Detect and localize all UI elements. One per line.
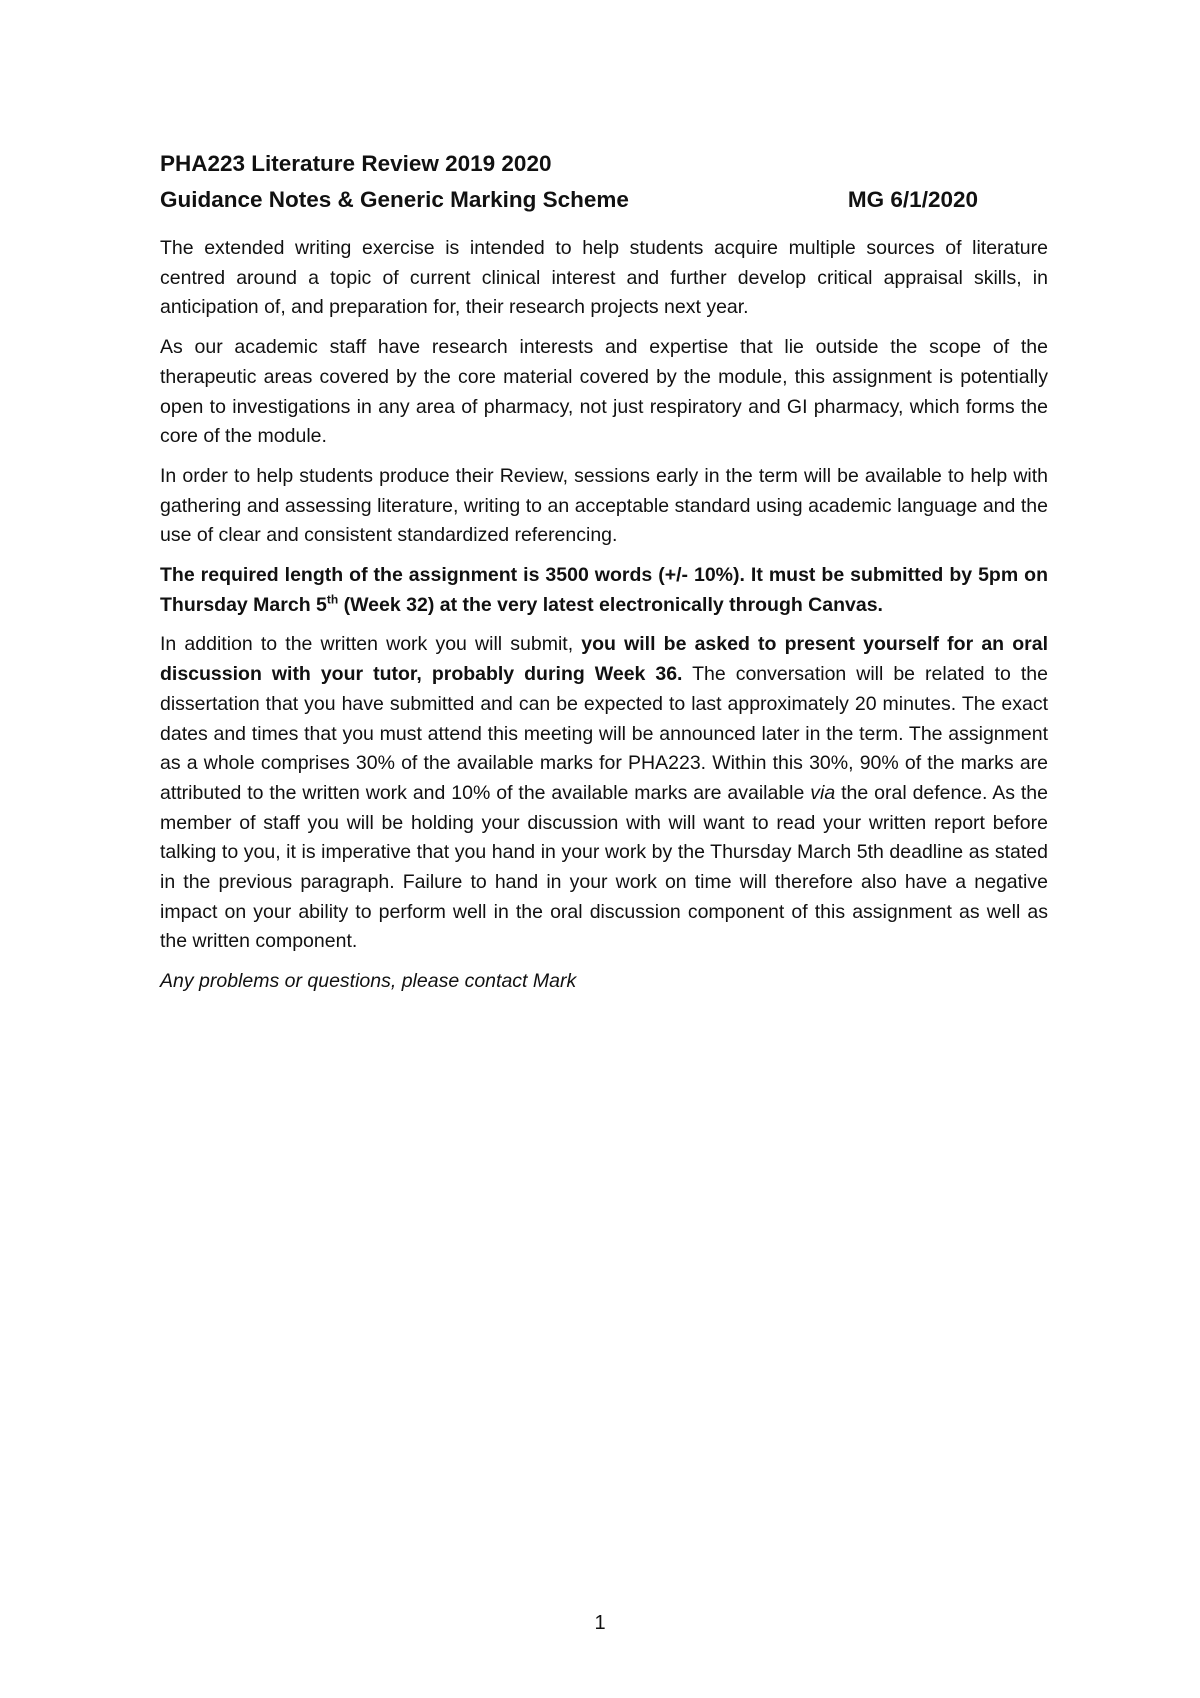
oral-text-bold: you will be asked to present yourself for an oral discussion with your tutor, probably during Week 36. <box>160 633 1048 686</box>
document-subtitle-row <box>160 182 1048 218</box>
requirements-text-a: The required length of the assignment is 3500 words (+/- 10%). It must be submitted by 5pm on Thursday March 5 <box>160 564 1048 616</box>
ordinal-suffix: th <box>326 592 339 607</box>
document-subtitle: Guidance Notes & Generic Marking Scheme <box>160 187 629 212</box>
document-body <box>160 146 1048 997</box>
paragraph-requirements <box>160 561 1048 620</box>
paragraph-scope: As our academic staff have research interests and expertise that lie outside the scope of the therapeutic areas covered by the core material covered by the module, this assignment is potentially open to investigations in any area of pharmacy, not just respiratory and GI pharmacy, which forms the core of the module. <box>160 336 1048 448</box>
oral-text-c: the oral defence. As the member of staff you will be holding your discussion with will want to read your written report before talking to you, it is imperative that you hand in your work by the Thursday March 5th deadline as stated in the previous paragraph. Failure to hand in your work on time will therefore also have a negative impact on your ability to perform well in the oral discussion component of this assignment as well as the written component. <box>160 781 1048 953</box>
oral-text-b: The conversation will be related to the dissertation that you have submitted and can be expected to last approximately 20 minutes. The exact dates and times that you must attend this meeting will be announced later in the term. The assignment as a whole comprises 30% of the available marks for PHA223. Within this 30%, 90% of the marks are attributed to the written work and 10% of the available marks are available <box>160 663 1048 804</box>
author-date: MG 6/1/2020 <box>847 187 978 212</box>
contact-note: Any problems or questions, please contact Mark <box>160 970 577 993</box>
paragraph-oral-discussion <box>160 630 1048 957</box>
page-number: 1 <box>594 1612 606 1634</box>
paragraph-intro: The extended writing exercise is intended to help students acquire multiple sources of literature centred around a topic of current clinical interest and further develop critical appraisal skills, in anticipation of, and preparation for, their research projects next year. <box>160 237 1048 319</box>
oral-text-via: via <box>810 781 836 804</box>
document-title: PHA223 Literature Review 2019 2020 <box>160 151 552 176</box>
paragraph-sessions: In order to help students produce their Review, sessions early in the term will be available to help with gathering and assessing literature, writing to an acceptable standard using academic language and the use of clear and consistent standardized referencing. <box>160 464 1048 547</box>
oral-text-a: In addition to the written work you will submit, <box>160 633 582 656</box>
requirements-text-b: (Week 32) at the very latest electronically through Canvas. <box>338 593 883 616</box>
